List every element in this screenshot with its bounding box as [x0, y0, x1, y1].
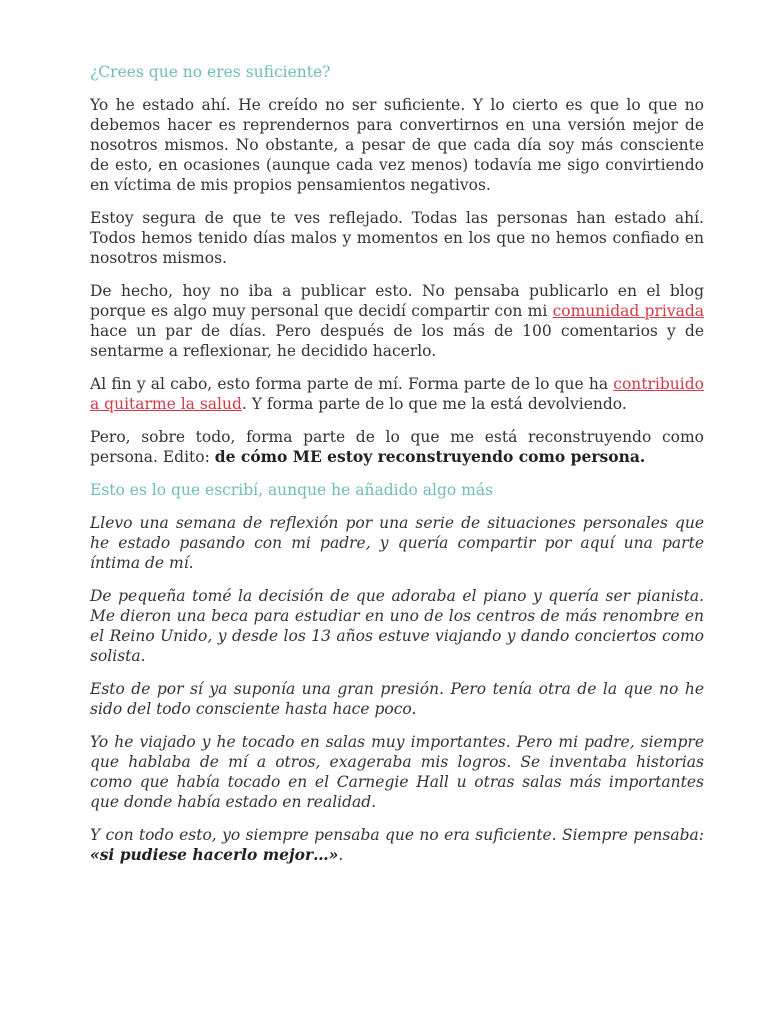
- paragraph-salud-text-before: Al fin y al cabo, esto forma parte de mí. Forma parte de lo que ha: [90, 375, 614, 393]
- comunidad-privada-link[interactable]: comunidad privada: [552, 302, 704, 320]
- paragraph-intro: Yo he estado ahí. He creído no ser suficiente. Y lo cierto es que lo que no debemos hacer es reprendernos para convertirnos en una versión mejor de nosotros mismos. No obstante, a pesar de que cada día soy más consciente de esto, en ocasiones (aunque cada vez menos) todavía me sigo convirtiendo en víctima de mis propios pensamientos negativos.: [90, 96, 704, 194]
- quote-paragraph-suficiente: [90, 825, 704, 865]
- quote-paragraph-padre: Yo he viajado y he tocado en salas muy importantes. Pero mi padre, siempre que hablaba de mí a otros, exageraba mis logros. Se inventaba historias como que había tocado en el Carnegie Hall u otras salas más importantes que donde había estado en realidad.: [90, 733, 704, 811]
- paragraph-reconstruyendo-bold: de cómo ME estoy reconstruyendo como persona.: [214, 447, 646, 466]
- quote-paragraph-reflexion: Llevo una semana de reflexión por una serie de situaciones personales que he estado pasando con mi padre, y quería compartir por aquí una parte íntima de mí.: [90, 514, 704, 572]
- quote-paragraph-suficiente-end: .: [338, 846, 344, 864]
- section-heading-escribi: Esto es lo que escribí, aunque he añadido algo más: [90, 481, 494, 499]
- quote-paragraph-suficiente-bold: «si pudiese hacerlo mejor…»: [90, 845, 339, 864]
- article-body: [90, 62, 704, 878]
- paragraph-reconstruyendo: [90, 427, 704, 467]
- quote-paragraph-piano: De pequeña tomé la decisión de que adoraba el piano y quería ser pianista. Me dieron una beca para estudiar en uno de los centros de más renombre en el Reino Unido, y desde los 13 años estuve viajando y dando conciertos como solista.: [90, 587, 704, 665]
- paragraph-publicar: [90, 281, 704, 361]
- paragraph-reflejado: Estoy segura de que te ves reflejado. Todas las personas han estado ahí. Todos hemos tenido días malos y momentos en los que no hemos confiado en nosotros mismos.: [90, 209, 704, 267]
- quote-paragraph-presion: Esto de por sí ya suponía una gran presión. Pero tenía otra de la que no he sido del todo consciente hasta hace poco.: [90, 680, 704, 718]
- paragraph-salud-text-after: . Y forma parte de lo que me la está devolviendo.: [241, 395, 627, 413]
- quote-paragraph-suficiente-text: Y con todo esto, yo siempre pensaba que no era suficiente. Siempre pensaba:: [90, 826, 704, 844]
- section-heading-suficiente: ¿Crees que no eres suficiente?: [90, 63, 331, 81]
- paragraph-salud: [90, 374, 704, 414]
- paragraph-reconstruyendo-text: Pero, sobre todo, forma parte de lo que me está reconstruyendo como persona. Edito:: [90, 428, 704, 466]
- paragraph-publicar-text-after: hace un par de días. Pero después de los más de 100 comentarios y de sentarme a reflexionar, he decidido hacerlo.: [90, 322, 704, 360]
- paragraph-publicar-text-before: De hecho, hoy no iba a publicar esto. No pensaba publicarlo en el blog porque es algo muy personal que decidí compartir con mi: [90, 282, 704, 320]
- quitarme-la-salud-link[interactable]: contribuido a quitarme la salud: [90, 375, 704, 413]
